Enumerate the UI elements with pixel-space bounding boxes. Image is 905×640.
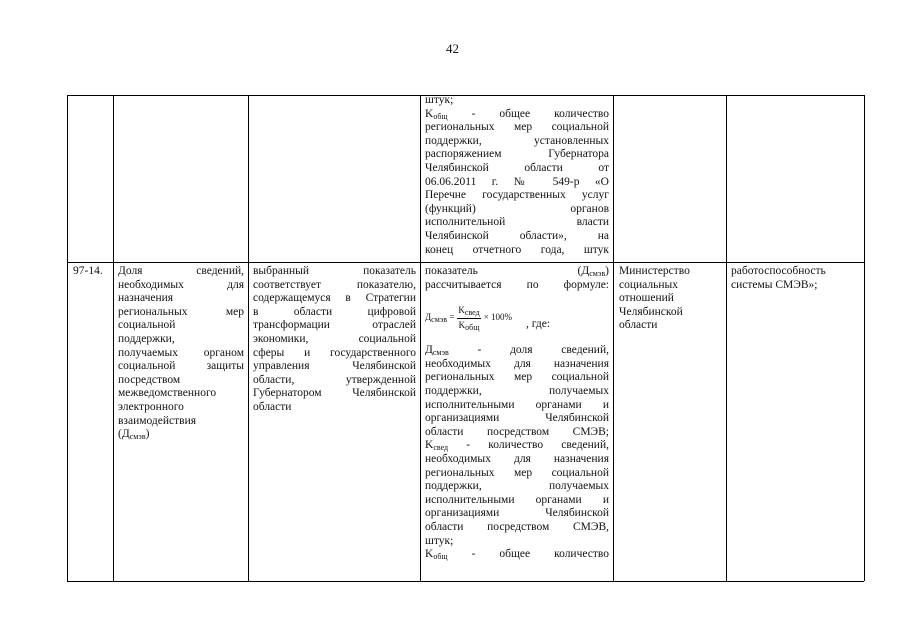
formula-numerator: $K_{свед}$ (458, 305, 480, 318)
column-border (67, 95, 68, 581)
formula-lhs: $Д_{смэв}$ = (425, 312, 455, 325)
method-text-line: 06.06.2011 г. № 549-р «О (425, 175, 609, 188)
indicator-name-cell (118, 265, 244, 442)
method-text-line: организациями Челябинской (425, 412, 609, 425)
name-text-line: Доля сведений, (118, 265, 244, 277)
responsible-text-line: области (619, 319, 658, 332)
formula-suffix: , где: (526, 318, 551, 331)
column-border (113, 95, 114, 581)
method-text-line: поддержки, получаемых (425, 480, 609, 493)
formula-denominator: $K_{общ}$ (458, 319, 480, 332)
method-text-line: региональных мер социальной (425, 121, 609, 134)
method-text-line: Перечне государственных услуг (425, 189, 609, 202)
calculation-method-cell (425, 265, 609, 562)
name-text-line: назначения (118, 292, 174, 305)
column-border (248, 95, 249, 581)
responsible-text-line: отношений (619, 292, 674, 305)
method-text-line: штук; (425, 534, 454, 547)
method-text-line: необходимых для назначения (425, 357, 609, 370)
formula (425, 292, 609, 344)
top-row-method-cell (425, 94, 609, 257)
row-number: 97-14. (73, 265, 103, 277)
method-text-line: региональных мер социальной (425, 466, 609, 479)
method-text-line: показатель $(Д_{смэв})$ (425, 265, 609, 278)
method-text-line: поддержки, получаемых (425, 384, 609, 397)
source-cell (731, 265, 861, 292)
indicator-basis-cell (253, 265, 416, 415)
method-text-line: распоряжением Губернатора (425, 148, 609, 161)
method-text-line: необходимых для назначения (425, 452, 609, 465)
name-text-line: посредством (118, 373, 181, 386)
basis-text-line: содержащемуся в Стратегии (253, 292, 416, 305)
method-text-line: рассчитывается по формуле: (425, 278, 609, 291)
column-border (613, 95, 614, 581)
responsible-text-line: Челябинской (619, 305, 683, 318)
table-bottom-border (67, 581, 864, 582)
name-text-line: $(Д_{смэв})$ (118, 428, 150, 442)
method-text-line: исполнительными органами и (425, 398, 609, 411)
formula-fraction (457, 304, 480, 332)
method-text-line: области посредством СМЭВ, (425, 520, 609, 533)
method-text-line: Челябинской области», на (425, 229, 609, 242)
basis-text-line: выбранный показатель (253, 265, 416, 277)
basis-text-line: экономики, социальной (253, 332, 416, 345)
source-text-line: работоспособность (731, 265, 826, 277)
method-text-line: $K_{общ}$ - общее количество (425, 548, 609, 562)
name-text-line: электронного (118, 400, 184, 413)
method-text-line: конец отчетного года, штук (425, 243, 609, 256)
method-text-line: организациями Челябинской (425, 507, 609, 520)
name-text-line: социальной (118, 319, 176, 332)
page-number: 42 (446, 41, 459, 56)
basis-text-line: соответствует показателю, (253, 278, 416, 291)
name-text-line: поддержки, (118, 332, 175, 345)
formula-multiplier: × 100% (483, 312, 513, 323)
method-text-line: (функций) органов (425, 202, 609, 215)
method-text-line: $Д_{смэв}$ - доля сведений, (425, 344, 609, 358)
method-text-line: $K_{общ}$ - общее количество (425, 107, 609, 121)
method-text-line: $K_{свед}$ - количество сведений, (425, 439, 609, 453)
method-text-line: штук; (425, 94, 454, 106)
method-text-line: региональных мер социальной (425, 371, 609, 384)
method-text-line: Челябинской области от (425, 161, 609, 174)
method-text-line: области посредством СМЭВ; (425, 425, 609, 438)
basis-text-line: области, утвержденной (253, 373, 416, 386)
name-text-line: социальной защиты (118, 360, 244, 373)
basis-text-line: области (253, 400, 292, 413)
column-border (420, 95, 421, 581)
name-text-line: региональных мер (118, 305, 244, 318)
basis-text-line: в области цифровой (253, 305, 416, 318)
column-border (726, 95, 727, 581)
name-text-line: взаимодействия (118, 414, 197, 427)
responsible-text-line: социальных (619, 278, 678, 291)
basis-text-line: трансформации отраслей (253, 319, 416, 332)
method-text-line: поддержки, установленных (425, 134, 609, 147)
basis-text-line: управления Челябинской (253, 360, 416, 373)
basis-text-line: сферы и государственного (253, 346, 416, 359)
name-text-line: необходимых для (118, 278, 244, 291)
responsible-text-line: Министерство (619, 265, 690, 277)
name-text-line: межведомственного (118, 387, 217, 400)
column-border (864, 95, 865, 581)
row-divider (67, 262, 864, 263)
name-text-line: получаемых органом (118, 346, 244, 359)
method-text-line: исполнительными органами и (425, 493, 609, 506)
basis-text-line: Губернатором Челябинской (253, 387, 416, 400)
responsible-cell (619, 265, 723, 333)
source-text-line: системы СМЭВ»; (731, 278, 818, 291)
method-text-line: исполнительной власти (425, 216, 609, 229)
